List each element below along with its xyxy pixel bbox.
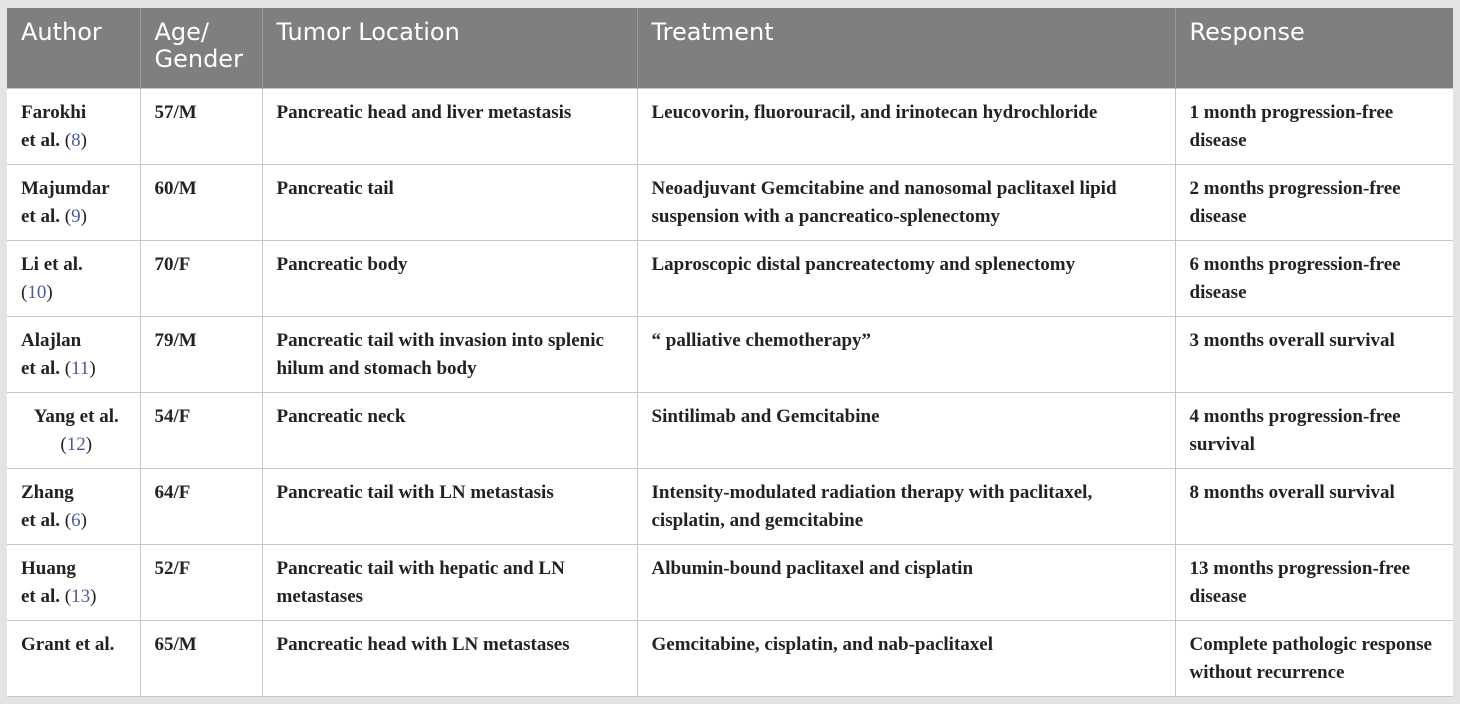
author-name: Yang et al. xyxy=(33,405,119,427)
author-name: Huang et al. xyxy=(21,557,76,607)
tumor-location-cell: Pancreatic tail with hepatic and LN metastases xyxy=(262,544,637,620)
author-cell xyxy=(7,468,140,544)
author-name: Li et al. xyxy=(21,253,83,275)
table-header xyxy=(7,8,1453,88)
treatment-cell: Sintilimab and Gemcitabine xyxy=(637,392,1175,468)
table-body xyxy=(7,88,1453,696)
treatment-cell: Albumin-bound paclitaxel and cisplatin xyxy=(637,544,1175,620)
response-cell: 1 month progression-free disease xyxy=(1175,88,1453,164)
reference-link[interactable]: (12) xyxy=(60,433,93,455)
reference-link[interactable]: (13) xyxy=(64,585,97,607)
header-age-gender: Age/ Gender xyxy=(140,8,262,88)
header-row xyxy=(7,8,1453,88)
tumor-location-cell: Pancreatic body xyxy=(262,240,637,316)
age-gender-cell: 79/M xyxy=(140,316,262,392)
author-cell xyxy=(7,88,140,164)
tumor-location-cell: Pancreatic tail with LN metastasis xyxy=(262,468,637,544)
treatment-cell: “ palliative chemotherapy” xyxy=(637,316,1175,392)
reference-link[interactable]: (6) xyxy=(64,509,87,531)
table-row xyxy=(7,392,1453,468)
response-cell: 8 months overall survival xyxy=(1175,468,1453,544)
author-cell xyxy=(7,620,140,696)
tumor-location-cell: Pancreatic head and liver metastasis xyxy=(262,88,637,164)
treatment-cell: Laproscopic distal pancreatectomy and splenectomy xyxy=(637,240,1175,316)
response-cell: 6 months progression-free disease xyxy=(1175,240,1453,316)
author-cell xyxy=(7,240,140,316)
treatment-cell: Gemcitabine, cisplatin, and nab-paclitaxel xyxy=(637,620,1175,696)
response-cell: 3 months overall survival xyxy=(1175,316,1453,392)
author-name: Alajlan et al. xyxy=(21,329,82,379)
table-row xyxy=(7,88,1453,164)
treatment-cell: Neoadjuvant Gemcitabine and nanosomal paclitaxel lipid suspension with a pancreatico-splenectomy xyxy=(637,164,1175,240)
tumor-location-cell: Pancreatic neck xyxy=(262,392,637,468)
header-author: Author xyxy=(7,8,140,88)
reference-link[interactable]: (9) xyxy=(64,205,87,227)
age-gender-cell: 57/M xyxy=(140,88,262,164)
header-response: Response xyxy=(1175,8,1453,88)
header-tumor-location: Tumor Location xyxy=(262,8,637,88)
response-cell: Complete pathologic response without recurrence xyxy=(1175,620,1453,696)
author-name: Farokhi et al. xyxy=(21,101,87,151)
treatment-cell: Leucovorin, fluorouracil, and irinotecan hydrochloride xyxy=(637,88,1175,164)
reference-link[interactable]: (10) xyxy=(21,281,53,303)
table-row xyxy=(7,240,1453,316)
tumor-location-cell: Pancreatic tail with invasion into splenic hilum and stomach body xyxy=(262,316,637,392)
case-report-table xyxy=(7,8,1453,697)
age-gender-cell: 70/F xyxy=(140,240,262,316)
age-gender-cell: 64/F xyxy=(140,468,262,544)
reference-link[interactable]: (11) xyxy=(64,357,96,379)
age-gender-cell: 52/F xyxy=(140,544,262,620)
table-row xyxy=(7,544,1453,620)
tumor-location-cell: Pancreatic head with LN metastases xyxy=(262,620,637,696)
age-gender-cell: 60/M xyxy=(140,164,262,240)
author-cell xyxy=(7,544,140,620)
reference-link[interactable]: (8) xyxy=(64,129,87,151)
table-frame xyxy=(7,8,1453,696)
age-gender-cell: 54/F xyxy=(140,392,262,468)
table-row xyxy=(7,316,1453,392)
table-row xyxy=(7,468,1453,544)
table-row xyxy=(7,164,1453,240)
treatment-cell: Intensity-modulated radiation therapy with paclitaxel, cisplatin, and gemcitabine xyxy=(637,468,1175,544)
author-name: Grant et al. xyxy=(21,633,115,655)
author-cell xyxy=(7,316,140,392)
response-cell: 4 months progression-free survival xyxy=(1175,392,1453,468)
author-cell xyxy=(7,164,140,240)
author-name: Majumdar et al. xyxy=(21,177,110,227)
author-cell xyxy=(7,392,140,468)
header-treatment: Treatment xyxy=(637,8,1175,88)
response-cell: 2 months progression-free disease xyxy=(1175,164,1453,240)
age-gender-cell: 65/M xyxy=(140,620,262,696)
author-name: Zhang et al. xyxy=(21,481,74,531)
response-cell: 13 months progression-free disease xyxy=(1175,544,1453,620)
table-row xyxy=(7,620,1453,696)
tumor-location-cell: Pancreatic tail xyxy=(262,164,637,240)
